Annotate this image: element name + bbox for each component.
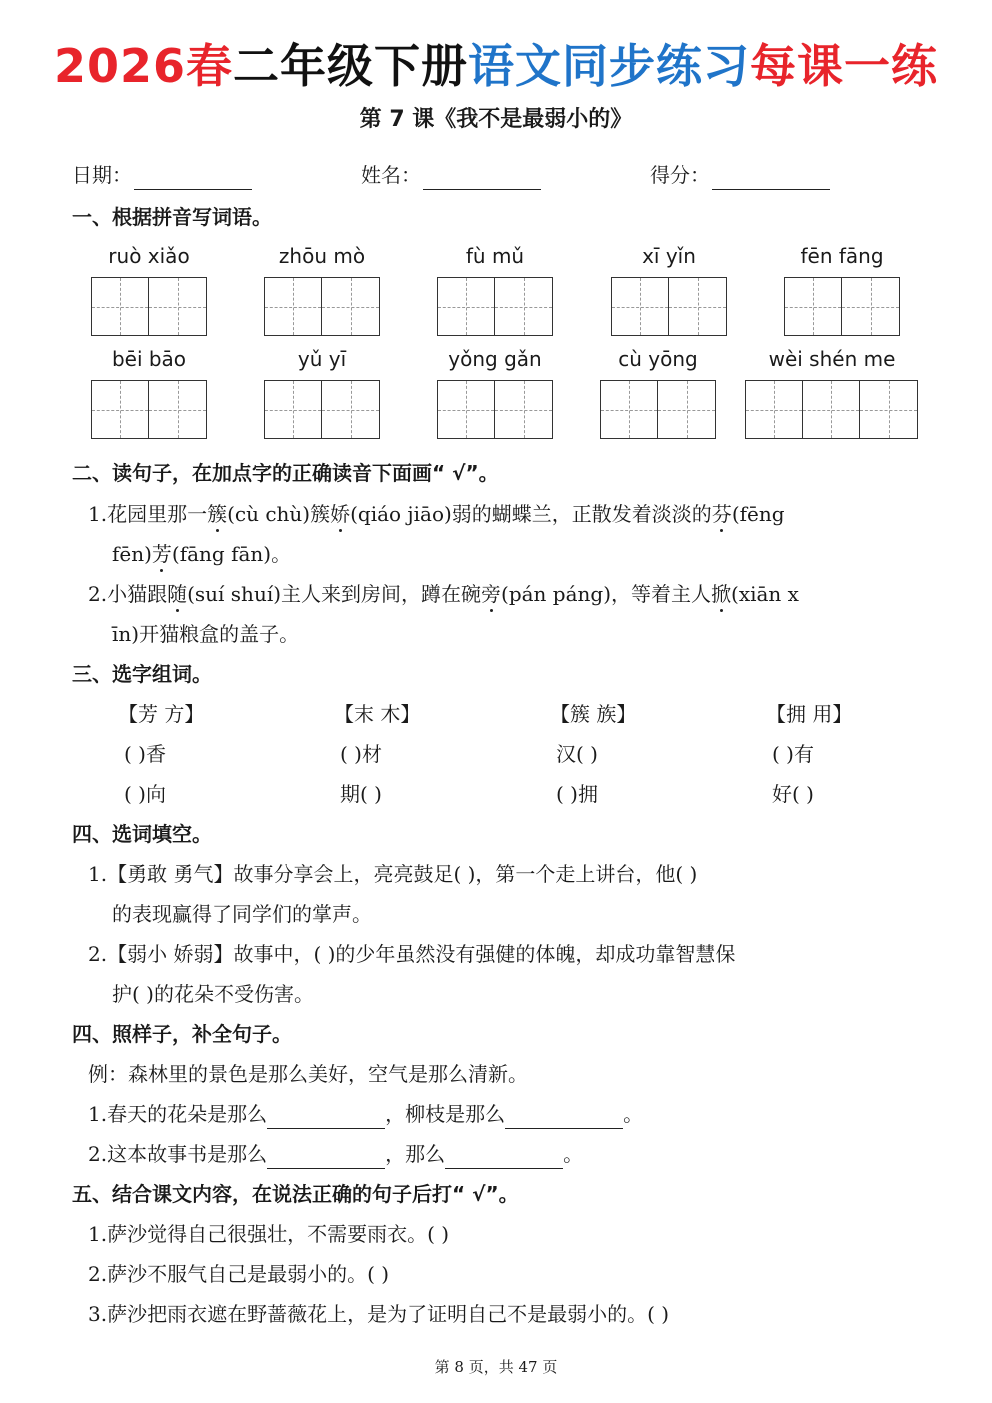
pinyin-label: cù yōng <box>618 347 698 371</box>
name-field[interactable] <box>361 160 541 190</box>
page-number: 第 8 页，共 47 页 <box>434 1358 558 1376</box>
dotted-char: 簇 <box>207 499 227 529</box>
title-part-grade: 二年级下册 <box>233 39 469 93</box>
pinyin-label: yǒng gǎn <box>448 347 542 371</box>
dotted-char: 芳 <box>152 539 172 569</box>
title-part-subject: 语文同步练习 <box>468 39 751 93</box>
title-part-daily: 每课一练 <box>750 39 939 93</box>
score-field[interactable] <box>650 160 830 190</box>
section-6-heading: 五、结合课文内容，在说法正确的句子后打“ √”。 <box>72 1182 519 1206</box>
pinyin-label: zhōu mò <box>278 244 366 268</box>
word-blank[interactable]: ( )向 <box>124 782 166 806</box>
pinyin-label: ruò xiǎo <box>108 244 190 268</box>
writing-grid[interactable] <box>264 277 380 336</box>
judge-item[interactable]: 3.萨沙把雨衣遮在野蔷薇花上，是为了证明自己不是最弱小的。( ) <box>88 1302 670 1326</box>
writing-grid[interactable] <box>91 277 207 336</box>
worksheet-title <box>0 36 992 96</box>
char-pair: 【拥 用】 <box>766 702 853 726</box>
answer-blank[interactable] <box>267 1147 385 1169</box>
word-blank[interactable]: ( )材 <box>340 742 382 766</box>
char-pair: 【簇 族】 <box>550 702 637 726</box>
word-blank[interactable]: 好( ) <box>772 782 814 806</box>
writing-grid[interactable] <box>437 380 553 439</box>
pinyin-label: fēn fāng <box>800 244 884 268</box>
word-blank[interactable]: ( )拥 <box>556 782 598 806</box>
pinyin-label: yǔ yī <box>297 347 347 371</box>
name-blank[interactable] <box>423 168 541 190</box>
judge-item[interactable]: 2.萨沙不服气自己是最弱小的。( ) <box>88 1262 390 1286</box>
pinyin-label: wèi shén me <box>768 347 896 371</box>
date-label: 日期： <box>72 163 132 187</box>
dotted-char: 娇 <box>330 499 350 529</box>
writing-grid[interactable] <box>611 277 727 336</box>
judge-item[interactable]: 1.萨沙觉得自己很强壮，不需要雨衣。( ) <box>88 1222 450 1246</box>
imitate-question-1[interactable]: 1.春天的花朵是那么 ，柳枝是那么 。 <box>88 1099 643 1129</box>
score-label: 得分： <box>650 163 710 187</box>
writing-grid[interactable] <box>784 277 900 336</box>
answer-blank[interactable] <box>267 1107 385 1129</box>
section-2-heading: 二、读句子，在加点字的正确读音下面画“ √”。 <box>72 461 499 485</box>
writing-grid[interactable] <box>745 380 918 439</box>
dotted-char: 芬 <box>712 499 732 529</box>
pinyin-label: fù mǔ <box>465 244 525 268</box>
writing-grid[interactable] <box>437 277 553 336</box>
imitate-question-2[interactable]: 2.这本故事书是那么 ，那么 。 <box>88 1139 583 1169</box>
pinyin-label: xī yǐn <box>642 244 696 268</box>
dotted-char: 随 <box>167 579 187 609</box>
example-sentence: 例：森林里的景色是那么美好，空气是那么清新。 <box>88 1062 528 1086</box>
fill-question-1-cont: 的表现赢得了同学们的掌声。 <box>112 902 372 926</box>
answer-blank[interactable] <box>445 1147 563 1169</box>
title-part-year: 2026春 <box>53 39 234 93</box>
section-1-heading: 一、根据拼音写词语。 <box>72 205 272 229</box>
writing-grid[interactable] <box>264 380 380 439</box>
word-blank[interactable]: ( )有 <box>772 742 814 766</box>
section-2-question-2-cont: īn)开猫粮盒的盖子。 <box>112 622 300 646</box>
fill-question-2-cont[interactable]: 护( )的花朵不受伤害。 <box>112 982 314 1006</box>
section-2-question-1: 1.花园里那一簇(cù chù)簇娇(qiáo jiāo)弱的蝴蝶兰，正散发着淡淡的芬(fēng <box>88 499 785 529</box>
fill-question-1[interactable]: 1.【勇敢 勇气】故事分享会上，亮亮鼓足( )，第一个走上讲台，他( ) <box>88 862 698 886</box>
word-blank[interactable]: 期( ) <box>340 782 382 806</box>
date-field[interactable] <box>72 160 252 190</box>
score-blank[interactable] <box>712 168 830 190</box>
fill-question-2[interactable]: 2.【弱小 娇弱】故事中，( )的少年虽然没有强健的体魄，却成功靠智慧保 <box>88 942 736 966</box>
pinyin-label: bēi bāo <box>111 347 187 371</box>
dotted-char: 旁 <box>481 579 501 609</box>
writing-grid[interactable] <box>91 380 207 439</box>
writing-grid[interactable] <box>600 380 716 439</box>
word-blank[interactable]: 汉( ) <box>556 742 598 766</box>
section-2-question-1-cont: fēn)芳(fāng fān)。 <box>112 539 291 569</box>
char-pair: 【末 木】 <box>334 702 421 726</box>
char-pair: 【芳 方】 <box>118 702 205 726</box>
section-2-question-2: 2.小猫跟随(suí shuí)主人来到房间，蹲在碗旁(pán páng)，等着主人掀(xiān x <box>88 579 799 609</box>
name-label: 姓名： <box>361 163 421 187</box>
answer-blank[interactable] <box>505 1107 623 1129</box>
section-3-heading: 三、选字组词。 <box>72 662 212 686</box>
word-blank[interactable]: ( )香 <box>124 742 166 766</box>
section-5-heading: 四、照样子，补全句子。 <box>72 1022 292 1046</box>
section-4-heading: 四、选词填空。 <box>72 822 212 846</box>
date-blank[interactable] <box>134 168 252 190</box>
lesson-subtitle: 第 7 课《我不是最弱小的》 <box>359 107 633 132</box>
dotted-char: 掀 <box>711 579 731 609</box>
